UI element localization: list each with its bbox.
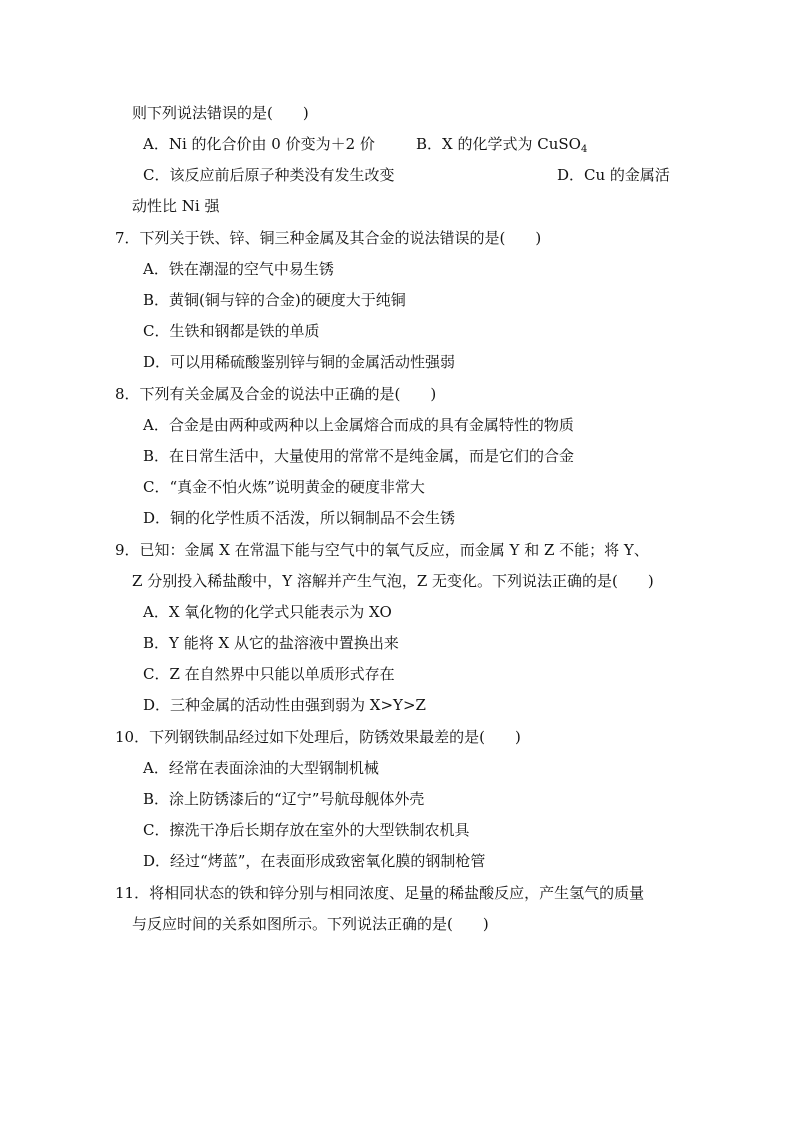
- q6-option-b: B．X 的化学式为 CuSO$_4$: [416, 135, 588, 155]
- q9-stem-line1: 9．已知：金属 X 在常温下能与空气中的氧气反应，而金属 Y 和 Z 不能；将 Y、: [115, 541, 649, 559]
- q9-stem-line2: Z 分别投入稀盐酸中，Y 溶解并产生气泡，Z 无变化。下列说法正确的是( ): [132, 572, 654, 590]
- q7-stem: 7．下列关于铁、锌、铜三种金属及其合金的说法错误的是( ): [115, 229, 542, 247]
- q6-option-a: A．Ni 的化合价由 0 价变为＋2 价: [143, 135, 375, 153]
- q6-option-c: C．该反应前后原子种类没有发生改变: [143, 166, 395, 184]
- q8-option-b: B．在日常生活中，大量使用的常常不是纯金属，而是它们的合金: [143, 447, 575, 465]
- q6-options-ab: [0, 134, 794, 154]
- q9-option-d: D．三种金属的活动性由强到弱为 X>Y>Z: [143, 696, 426, 714]
- q10-option-c: C．擦洗干净后长期存放在室外的大型铁制农机具: [143, 821, 470, 839]
- q7-option-a: A．铁在潮湿的空气中易生锈: [143, 260, 334, 278]
- q9-option-b: B．Y 能将 X 从它的盐溶液中置换出来: [143, 634, 399, 652]
- q8-stem: 8．下列有关金属及合金的说法中正确的是( ): [115, 385, 437, 403]
- q8-option-c: C．“真金不怕火炼”说明黄金的硬度非常大: [143, 478, 425, 496]
- q6-options-cd: [0, 165, 794, 185]
- q11-stem-line2: 与反应时间的关系如图所示。下列说法正确的是( ): [132, 915, 489, 933]
- q6-option-d: D．Cu 的金属活: [557, 166, 670, 184]
- q9-option-c: C．Z 在自然界中只能以单质形式存在: [143, 665, 395, 683]
- q6-stem-tail: 则下列说法错误的是( ): [132, 104, 309, 122]
- q7-option-d: D．可以用稀硫酸鉴别锌与铜的金属活动性强弱: [143, 353, 456, 371]
- q10-option-a: A．经常在表面涂油的大型钢制机械: [143, 759, 379, 777]
- q8-option-a: A．合金是由两种或两种以上金属熔合而成的具有金属特性的物质: [143, 416, 574, 434]
- q11-stem-line1: 11．将相同状态的铁和锌分别与相同浓度、足量的稀盐酸反应，产生氢气的质量: [115, 884, 645, 902]
- q7-option-b: B．黄铜(铜与锌的合金)的硬度大于纯铜: [143, 291, 406, 309]
- q9-option-a: A．X 氧化物的化学式只能表示为 XO: [143, 603, 392, 621]
- q8-option-d: D．铜的化学性质不活泼，所以铜制品不会生锈: [143, 509, 456, 527]
- q10-option-d: D．经过“烤蓝”，在表面形成致密氧化膜的钢制枪管: [143, 852, 486, 870]
- q6-option-d-cont: 动性比 Ni 强: [132, 197, 220, 215]
- q10-stem: 10．下列钢铁制品经过如下处理后，防锈效果最差的是( ): [115, 728, 521, 746]
- q7-option-c: C．生铁和钢都是铁的单质: [143, 322, 320, 340]
- q10-option-b: B．涂上防锈漆后的“辽宁”号航母舰体外壳: [143, 790, 425, 808]
